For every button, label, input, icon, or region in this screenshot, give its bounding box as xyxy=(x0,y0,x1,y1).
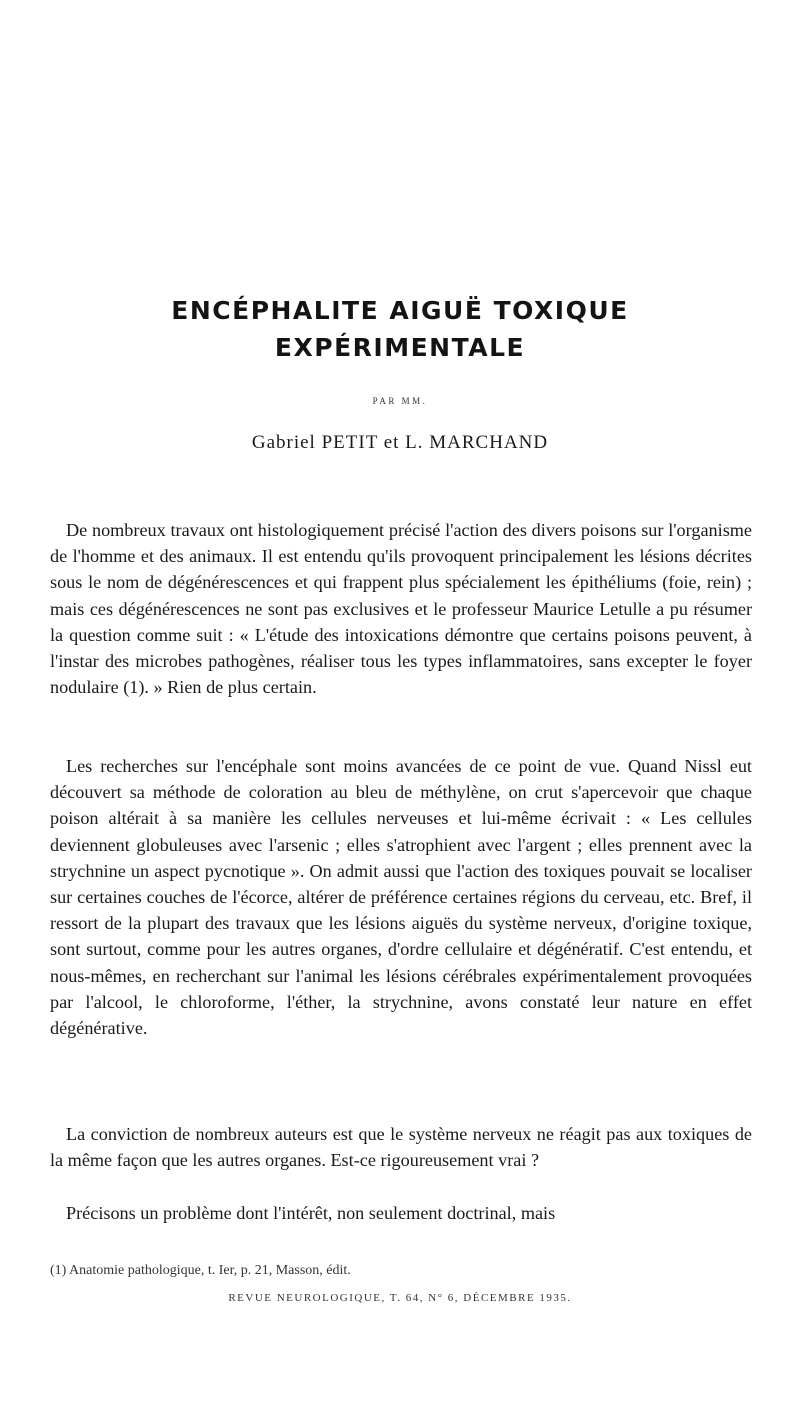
paragraph-text: La conviction de nombreux auteurs est que le système nerveux ne réagit pas aux toxiques de la même façon que les autres organes. Est-ce rigoureusement vrai ? xyxy=(50,1124,752,1171)
article-title-line2: EXPÉRIMENTALE xyxy=(274,333,526,362)
paragraph-text: Les recherches sur l'encéphale sont moins avancées de ce point de vue. Quand Nissl eut découvert sa méthode de coloration au bleu de méthylène, on crut s'apercevoir que chaque poison altérait à sa manière les cellules nerveuses et lui-même écrivait : « Les cellules deviennent globuleuses avec l'arsenic ; elles s'atrophient avec l'argent ; elles prennent avec la strychnine un aspect pycnotique ». On admit aussi que l'action des toxiques pouvait se localiser sur certaines couches de l'écorce, altérer de préférence certaines régions du cerveau, etc. Bref, il ressort de la plupart des travaux que les lésions aiguës du système nerveux, d'origine toxique, sont surtout, comme pour les autres organes, d'ordre cellulaire et dégénératif. C'est entendu, et nous-mêmes, en recherchant sur l'animal les lésions cérébrales expérimentalement provoquées par l'alcool, le chloroforme, l'éther, la strychnine, avons constaté leur nature en effet dégénérative. xyxy=(50,756,752,1039)
paragraph-text: Précisons un problème dont l'intérêt, non seulement doctrinal, mais xyxy=(66,1203,556,1223)
body-paragraph-3 xyxy=(50,1121,752,1173)
authors: Gabriel PETIT et L. MARCHAND xyxy=(251,432,549,453)
article-title-line1: ENCÉPHALITE AIGUË TOXIQUE xyxy=(171,296,629,325)
body-paragraph-1 xyxy=(50,517,752,700)
journal-footer: REVUE NEUROLOGIQUE, T. 64, N° 6, DÉCEMBRE 1935. xyxy=(228,1292,572,1304)
body-paragraph-4 xyxy=(50,1200,752,1226)
footnote: (1) Anatomie pathologique, t. Ier, p. 21, Masson, édit. xyxy=(50,1263,351,1278)
byline: PAR MM. xyxy=(372,396,428,406)
body-paragraph-2 xyxy=(50,753,752,1041)
paragraph-text: De nombreux travaux ont histologiquement précisé l'action des divers poisons sur l'organisme de l'homme et des animaux. Il est entendu qu'ils provoquent principalement les lésions décrites sous le nom de dégénérescences et qui frappent plus spécialement les épithéliums (foie, rein) ; mais ces dégénérescences ne sont pas exclusives et le professeur Maurice Letulle a pu résumer la question comme suit : « L'étude des intoxications démontre que certains poisons peuvent, à l'instar des microbes pathogènes, réaliser tous les types inflammatoires, sans excepter le foyer nodulaire (1). » Rien de plus certain. xyxy=(50,520,752,698)
